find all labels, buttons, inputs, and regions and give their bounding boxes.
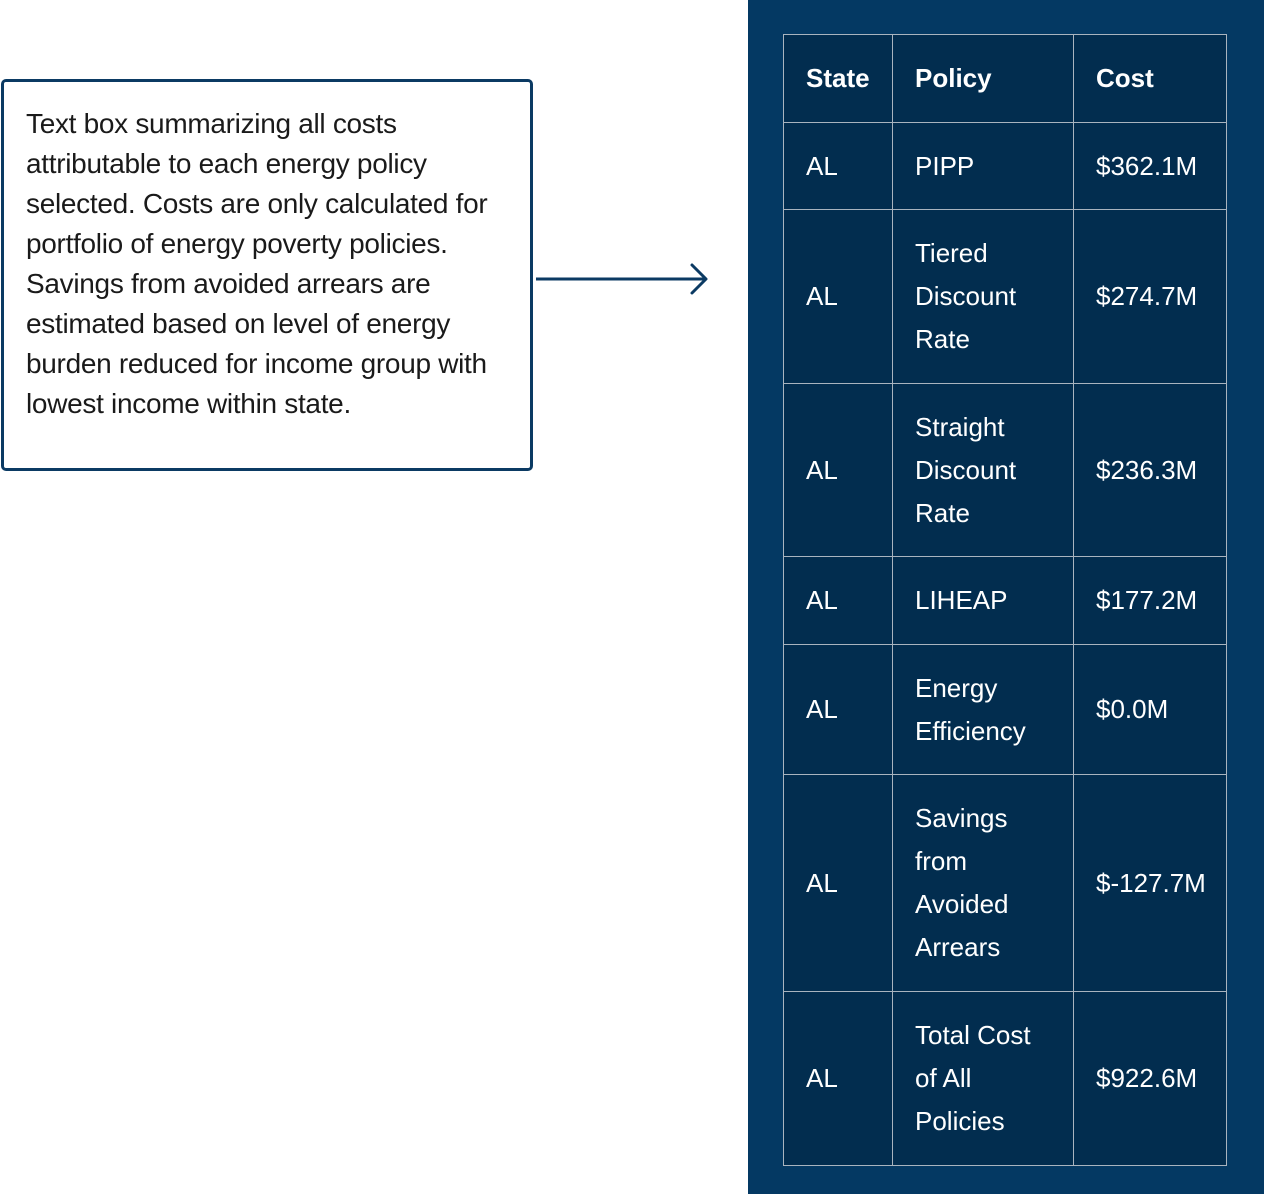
arrow-right-icon xyxy=(536,262,712,296)
header-cost: Cost xyxy=(1074,35,1227,123)
cell-cost: $177.2M xyxy=(1074,557,1227,645)
table-row xyxy=(784,645,1227,775)
cell-state: AL xyxy=(784,557,893,645)
cell-policy: PIPP xyxy=(893,123,1074,210)
annotation-text-box xyxy=(1,79,533,471)
table-row xyxy=(784,557,1227,645)
table-row xyxy=(784,384,1227,557)
cell-policy: Tiered Discount Rate xyxy=(893,210,1074,384)
cell-state: AL xyxy=(784,123,893,210)
cell-cost: $922.6M xyxy=(1074,992,1227,1166)
cell-policy: LIHEAP xyxy=(893,557,1074,645)
table-row xyxy=(784,123,1227,210)
cell-policy: Total Cost of All Policies xyxy=(893,992,1074,1166)
cell-cost: $274.7M xyxy=(1074,210,1227,384)
cell-cost: $362.1M xyxy=(1074,123,1227,210)
annotation-text: Text box summarizing all costs attributable to each energy policy selected. Costs are only calculated for portfolio of energy poverty policies. Savings from avoided arrears are estimated based on level of energy burden reduced for income group with lowest income within state. xyxy=(26,108,488,419)
table-header-row xyxy=(784,35,1227,123)
cell-cost: $-127.7M xyxy=(1074,775,1227,992)
table-row xyxy=(784,210,1227,384)
cell-policy: Straight Discount Rate xyxy=(893,384,1074,557)
cell-state: AL xyxy=(784,384,893,557)
header-state: State xyxy=(784,35,893,123)
cost-table xyxy=(783,34,1227,1166)
cost-summary-panel xyxy=(748,0,1264,1194)
header-policy: Policy xyxy=(893,35,1074,123)
table-row xyxy=(784,775,1227,992)
cell-cost: $236.3M xyxy=(1074,384,1227,557)
cell-policy: Savings from Avoided Arrears xyxy=(893,775,1074,992)
cell-policy: Energy Efficiency xyxy=(893,645,1074,775)
cell-cost: $0.0M xyxy=(1074,645,1227,775)
cell-state: AL xyxy=(784,645,893,775)
cell-state: AL xyxy=(784,992,893,1166)
cell-state: AL xyxy=(784,210,893,384)
cell-state: AL xyxy=(784,775,893,992)
table-row-total xyxy=(784,992,1227,1166)
